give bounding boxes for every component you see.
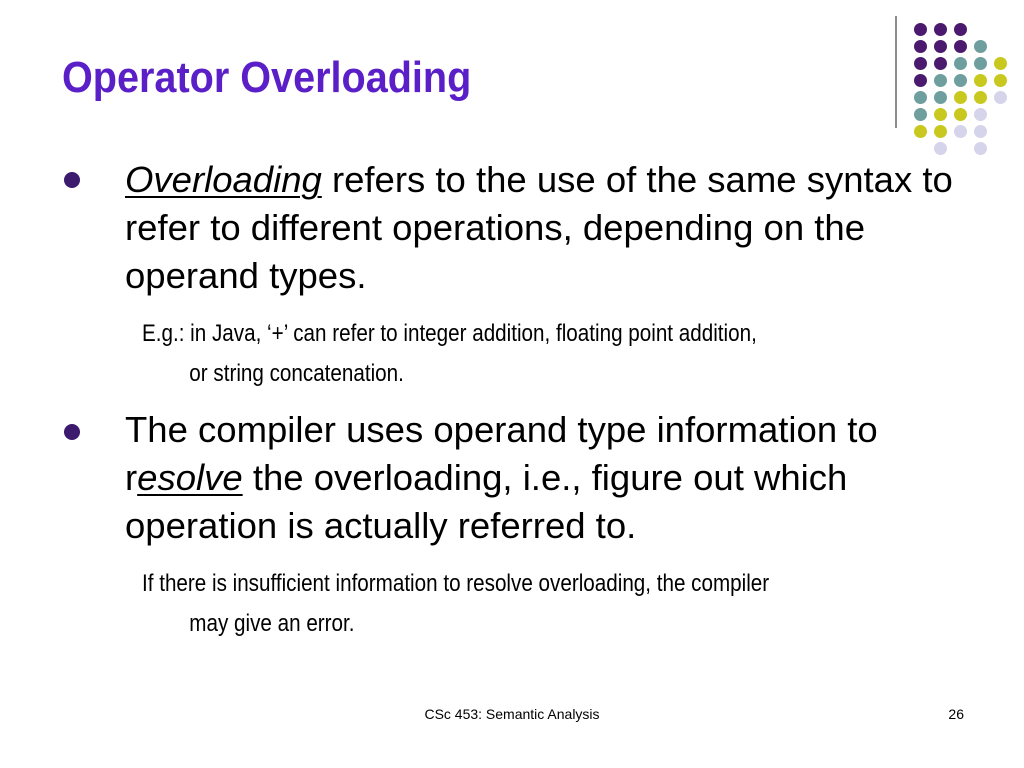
page-number: 26: [948, 706, 964, 722]
sub-point-line: may give an error.: [189, 610, 355, 637]
sub-point-1: [142, 314, 882, 394]
bullet-text-rest: refers to the use of the same syntax to refer to different operations, depending on the operand types.: [125, 159, 953, 296]
sub-point-line: or string concatenation.: [189, 360, 404, 387]
emphasis-term: Overloading: [125, 159, 322, 200]
sub-point-line: E.g.: in Java, ‘+’ can refer to integer addition, floating point addition,: [142, 320, 757, 347]
bullet-dot: [64, 172, 80, 188]
emphasis-term: esolve: [137, 457, 243, 498]
sub-point-2: [142, 564, 882, 644]
bullet-text-start: The compiler uses operand type information to r: [125, 409, 878, 498]
sub-point-line: If there is insufficient information to resolve overloading, the compiler: [142, 570, 770, 597]
bullet-text-2: [125, 406, 985, 550]
bullet-text-1: [125, 156, 985, 300]
slide-title: Operator Overloading: [62, 53, 472, 102]
bullet-dot: [64, 424, 80, 440]
footer-course-label: CSc 453: Semantic Analysis: [424, 706, 600, 722]
bullet-text-rest: the overloading, i.e., figure out which operation is actually referred to.: [125, 457, 848, 546]
